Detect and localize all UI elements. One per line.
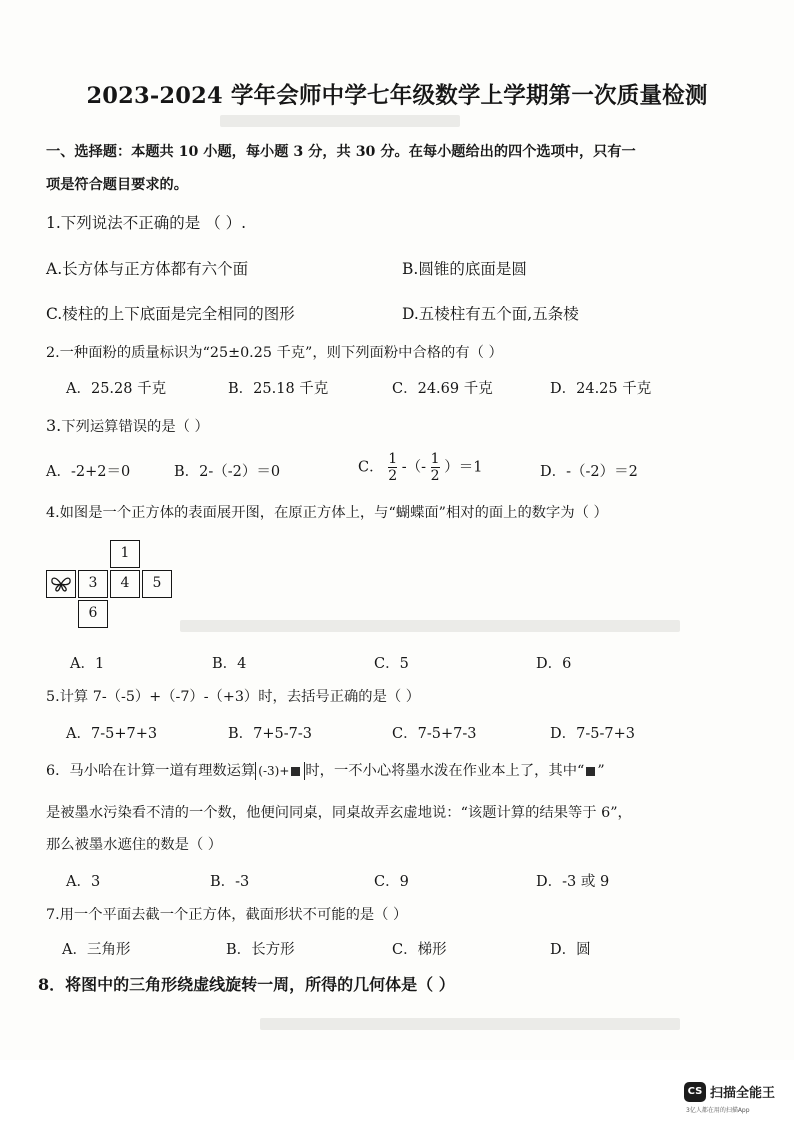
q3-option-a: A．-2+2＝0 <box>46 464 131 480</box>
scanner-footer <box>0 1060 794 1124</box>
cube-net-face-4: 4 <box>110 570 140 598</box>
q4-option-c: C．5 <box>374 656 409 672</box>
cube-net-face-top: 1 <box>110 540 140 568</box>
q6-stem-part-b: 时，一不小心将墨水泼在作业本上了，其中“ <box>305 763 585 779</box>
q4-option-a: A．1 <box>70 656 105 672</box>
exam-title: 2023-2024 学年会师中学七年级数学上学期第一次质量检测 <box>86 83 708 109</box>
q5-option-d: D．7-5-7+3 <box>550 726 635 742</box>
q1-option-c: C.棱柱的上下底面是完全相同的图形 <box>46 305 295 323</box>
q6-stem-line3: 那么被墨水遮住的数是（ ） <box>46 837 223 853</box>
q3-fraction-1-numerator: 1 <box>388 451 398 467</box>
q5-option-c: C．7-5+7-3 <box>392 726 477 742</box>
q6-stem-part-a: 6．马小哈在计算一道有理数运算 <box>46 763 256 779</box>
q1-option-d: D.五棱柱有五个面,五条棱 <box>402 305 579 323</box>
q4-stem: 4.如图是一个正方体的表面展开图，在原正方体上，与“蝴蝶面”相对的面上的数字为（ ） <box>46 505 608 521</box>
q6-option-c: C．9 <box>374 874 409 890</box>
q6-stem-line2: 是被墨水污染看不清的一个数，他便问同桌，同桌故弄玄虚地说：“该题计算的结果等于 6”， <box>46 805 632 821</box>
cube-net-face-bottom: 6 <box>78 600 108 628</box>
scan-smudge <box>220 115 460 127</box>
q5-option-b: B．7+5-7-3 <box>228 726 313 742</box>
q3-fraction-2 <box>431 452 440 483</box>
camscanner-brand-name: 扫描全能王 <box>710 1086 776 1101</box>
q6-option-b: B．-3 <box>210 874 250 890</box>
q2-option-d: D．24.25 千克 <box>550 381 652 397</box>
q6-option-a: A．3 <box>66 874 101 890</box>
cube-net-face-butterfly <box>46 570 76 598</box>
section-instructions-line2: 项是符合题目要求的。 <box>46 177 188 193</box>
q7-option-b: B．长方形 <box>226 942 295 958</box>
q4-option-b: B．4 <box>212 656 247 672</box>
section-instructions-line1: 一、选择题：本题共 10 小题，每小题 3 分，共 30 分。在每小题给出的四个选项中，只有一 <box>46 144 636 160</box>
q3-fraction-1-denominator: 2 <box>388 468 398 484</box>
q3-option-c-prefix: C． <box>358 459 384 476</box>
camscanner-tagline: 3亿人都在用的扫描App <box>686 1107 750 1114</box>
q3-option-d: D．-（-2）＝2 <box>540 464 638 480</box>
q1-stem: 1.下列说法不正确的是 （ ）. <box>46 214 247 232</box>
cube-net-face-3: 3 <box>78 570 108 598</box>
q4-option-d: D．6 <box>536 656 572 672</box>
butterfly-icon <box>50 575 72 593</box>
q2-stem: 2.一种面粉的质量标识为“25±0.25 千克”，则下列面粉中合格的有（ ） <box>46 345 503 361</box>
cube-net-face-5: 5 <box>142 570 172 598</box>
q6-stem-line1 <box>46 760 605 780</box>
q3-stem <box>46 416 209 436</box>
q2-option-b: B．25.18 千克 <box>228 381 329 397</box>
q6-expression-text: (-3)+ <box>258 764 290 778</box>
q3-stem-text: 下列运算错误的是（ ） <box>61 419 209 435</box>
ink-blot-icon <box>291 767 300 776</box>
q6-expression <box>255 762 305 780</box>
q3-option-c-end: ）＝1 <box>444 459 483 476</box>
q1-option-b: B.圆锥的底面是圆 <box>402 260 527 278</box>
q3-option-b: B．2-（-2）＝0 <box>174 464 281 480</box>
ink-blot-icon <box>586 767 595 776</box>
q3-number: 3. <box>46 416 62 435</box>
q3-option-c <box>358 452 482 483</box>
scan-smudge <box>260 1018 680 1030</box>
q2-option-c: C．24.69 千克 <box>392 381 493 397</box>
q6-option-d: D．-3 或 9 <box>536 874 610 890</box>
q3-fraction-1 <box>388 452 397 483</box>
q7-option-c: C．梯形 <box>392 942 447 958</box>
q8-stem: 8．将图中的三角形绕虚线旋转一周，所得的几何体是（ ） <box>38 975 455 994</box>
q3-option-c-middle: -（- <box>401 459 427 476</box>
q7-stem: 7.用一个平面去截一个正方体，截面形状不可能的是（ ） <box>46 907 408 923</box>
q3-fraction-2-denominator: 2 <box>430 468 440 484</box>
camscanner-logo-icon: CS <box>684 1082 706 1102</box>
q5-option-a: A．7-5+7+3 <box>66 726 158 742</box>
q2-option-a: A．25.28 千克 <box>66 381 167 397</box>
q6-stem-part-c: ” <box>597 763 605 779</box>
q7-option-a: A．三角形 <box>62 942 131 958</box>
q7-option-d: D．圆 <box>550 942 591 958</box>
q1-option-a: A.长方体与正方体都有六个面 <box>46 260 249 278</box>
scan-smudge <box>180 620 680 632</box>
q5-stem: 5.计算 7-（-5）+（-7）-（+3）时，去括号正确的是（ ） <box>46 689 421 705</box>
q3-fraction-2-numerator: 1 <box>430 451 440 467</box>
